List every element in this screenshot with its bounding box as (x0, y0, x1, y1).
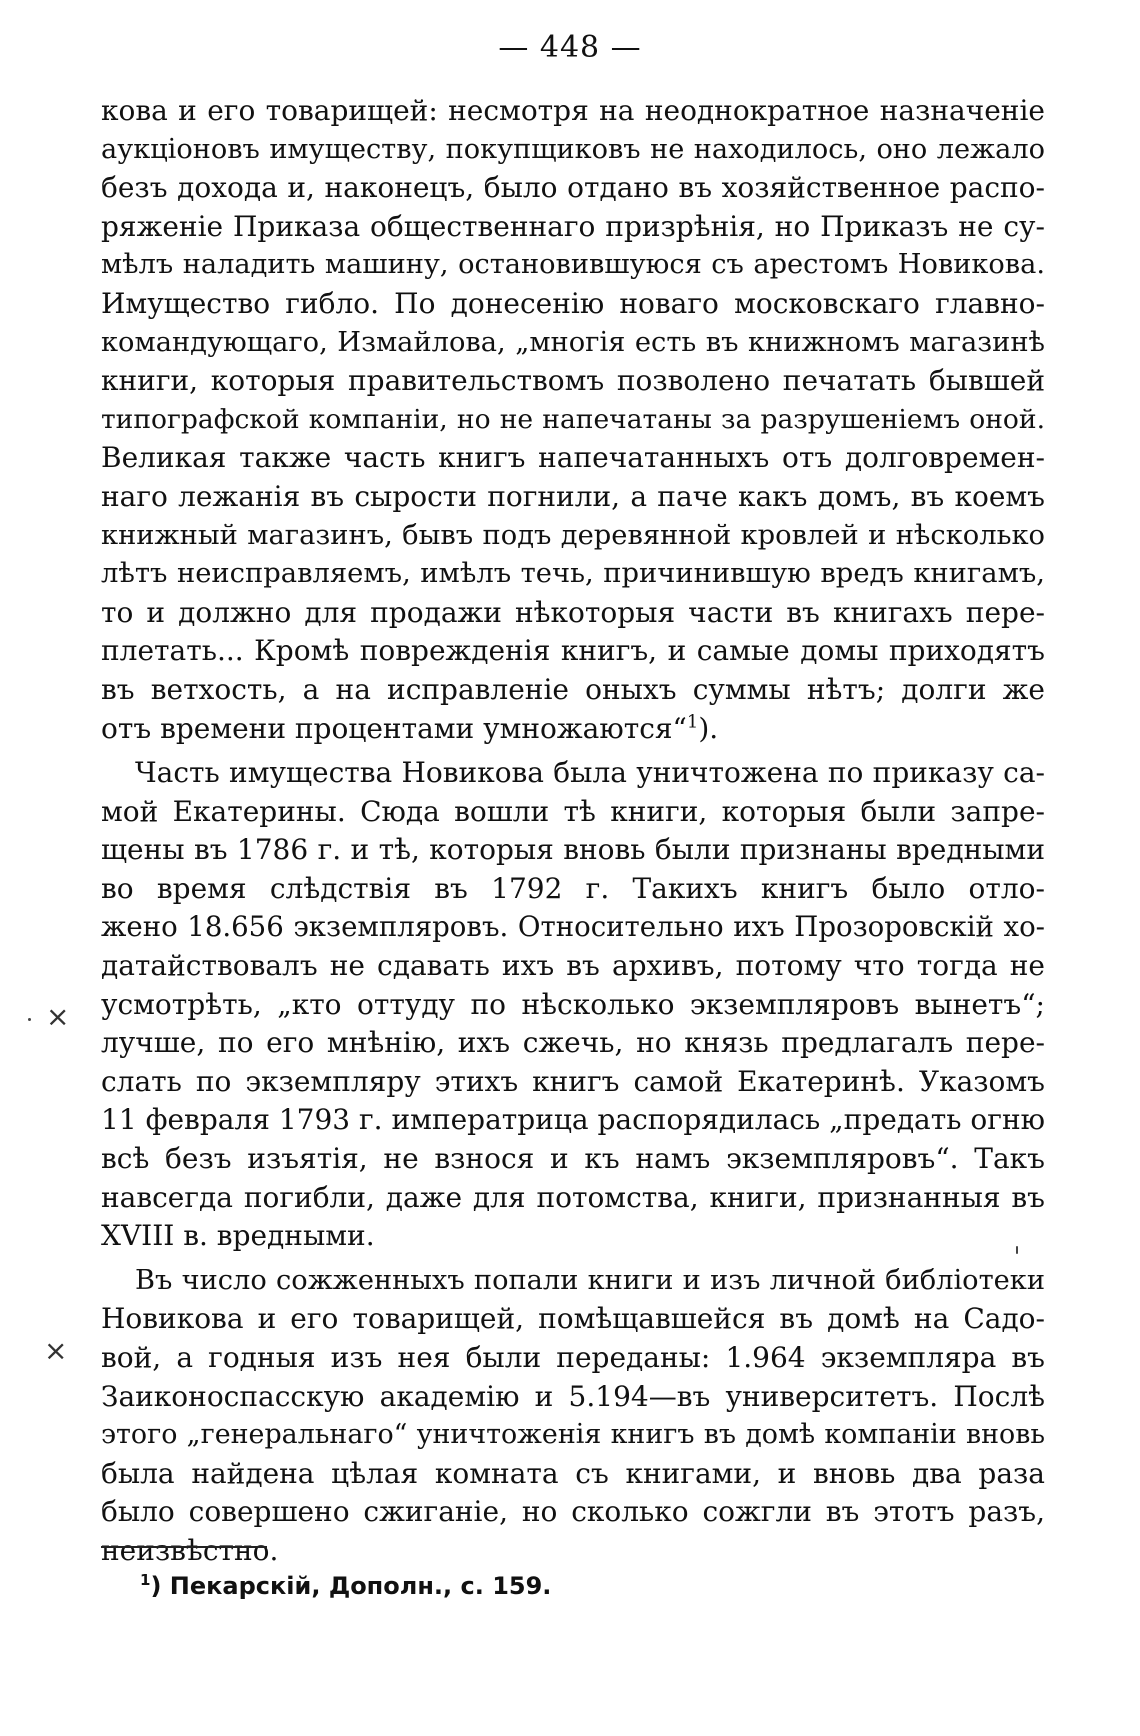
footnote-reference: 1 (686, 711, 699, 733)
text-line-content: типографской компаніи, но не напечатаны за разрушеніемъ оной. (101, 403, 1045, 435)
footnote-rule (101, 1546, 267, 1548)
footnote-text: ) Пекарскій, Дополн., с. 159. (150, 1572, 552, 1600)
text-line (101, 1416, 1045, 1455)
text-line-content: плетать... Кромѣ поврежденія книгъ, и самые домы приходятъ (101, 634, 1045, 668)
text-line (101, 1493, 1045, 1532)
text-line-content: жено 18.656 экземпляровъ. Относительно ихъ Прозоровскій хо- (101, 910, 1045, 944)
text-line (101, 793, 1045, 832)
text-line (101, 208, 1045, 247)
text-line-content: 11 февраля 1793 г. императрица распорядилась „предать огню (101, 1103, 1045, 1137)
text-line-content: Имущество гибло. По донесенію новаго московскаго главно- (101, 286, 1045, 320)
text-line-content: этого „генеральнаго“ уничтоженія книгъ въ домѣ компаніи вновь (101, 1419, 1045, 1451)
text-line (101, 517, 1045, 556)
text-line (101, 1140, 1045, 1179)
text-line (101, 1300, 1045, 1339)
text-line-content: датайствовалъ не сдавать ихъ въ архивъ, потому что тогда не (101, 949, 1045, 983)
text-line (101, 908, 1045, 947)
margin-mark-lower: × (44, 1334, 68, 1367)
text-line-content: кова и его товарищей: несмотря на неоднократное назначеніе (101, 94, 1045, 127)
text-line (101, 1063, 1045, 1102)
text-line (101, 246, 1045, 285)
text-line-content: мѣлъ наладить машину, остановившуюся съ арестомъ Новикова. (101, 249, 1045, 281)
text-line (101, 1179, 1045, 1218)
text-line-content: неизвѣстно. (101, 1533, 279, 1567)
text-line (101, 439, 1045, 478)
text-line-content: XVIII в. вредными. (101, 1219, 375, 1253)
text-line-content: мой Екатерины. Сюда вошли тѣ книги, которыя были запре- (101, 794, 1045, 828)
text-line (101, 362, 1045, 401)
text-line (101, 754, 1045, 793)
page-number: — 448 — (498, 30, 642, 65)
text-line-content: усмотрѣть, „кто оттуду по нѣсколько экземпляровъ вынетъ“; (101, 987, 1045, 1021)
text-line (101, 710, 1045, 749)
text-line (101, 92, 1045, 131)
text-line (101, 1101, 1045, 1140)
text-line-content: отъ времени процентами умножаются“ (101, 711, 687, 745)
text-line-content: ряженіе Приказа общественнаго призрѣнія, но Приказъ не су- (101, 209, 1045, 243)
text-line-content: книжный магазинъ, бывъ подъ деревянной кровлей и нѣсколько (101, 519, 1045, 551)
text-line-content: щены въ 1786 г. и тѣ, которыя вновь были признаны вредными (101, 833, 1045, 867)
text-line (101, 1217, 1045, 1256)
text-line (101, 632, 1045, 671)
text-line-content: было совершено сжиганіе, но сколько сожгли въ этотъ разъ, (101, 1495, 1045, 1529)
body-text (101, 92, 1045, 1571)
text-line-content: Новикова и его товарищей, помѣщавшейся въ домѣ на Садо- (101, 1302, 1045, 1336)
text-line-content: Великая также часть книгъ напечатанныхъ отъ долговремен- (101, 441, 1045, 475)
text-line (101, 131, 1045, 170)
text-line-content: лѣтъ неисправляемъ, имѣлъ течь, причинившую вредъ книгамъ, (101, 558, 1045, 590)
footnote (140, 1572, 551, 1600)
text-line (101, 478, 1045, 517)
text-line-content: Часть имущества Новикова была уничтожена по приказу са- (135, 756, 1045, 790)
text-line (101, 1024, 1045, 1063)
text-line (101, 671, 1045, 710)
text-line (101, 169, 1045, 208)
text-line-content: аукціоновъ имуществу, покупщиковъ не находилось, оно лежало (101, 133, 1045, 165)
text-line (101, 870, 1045, 909)
text-line-content: наго лежанія въ сырости погнили, а паче какъ домъ, въ коемъ (101, 479, 1045, 513)
text-line-content: вой, а годныя изъ нея были переданы: 1.964 экземпляра въ (101, 1341, 1045, 1374)
text-line (101, 1339, 1045, 1378)
text-line (101, 1455, 1045, 1494)
text-line-content: въ ветхость, а на исправленіе оныхъ суммы нѣтъ; долги же (101, 672, 1045, 706)
text-line-content: во время слѣдствія въ 1792 г. Такихъ книгъ было отло- (101, 871, 1045, 905)
text-line-content: Заиконоспасскую академію и 5.194—въ университетъ. Послѣ (101, 1379, 1045, 1413)
text-line (101, 947, 1045, 986)
text-line-content: навсегда погибли, даже для потомства, книги, признанныя въ (101, 1180, 1045, 1214)
text-line (101, 555, 1045, 594)
text-line (101, 831, 1045, 870)
text-line-content: была найдена цѣлая комната съ книгами, и вновь два раза (101, 1456, 1045, 1490)
text-line (101, 594, 1045, 633)
text-line (101, 285, 1045, 324)
text-line-content: лучше, по его мнѣнію, ихъ сжечь, но князь предлагалъ пере- (101, 1026, 1045, 1060)
text-line-content: командующаго, Измайлова, „многія есть въ книжномъ магазинѣ (101, 326, 1045, 358)
footnote-marker: 1 (140, 1571, 151, 1589)
ink-speck (28, 1018, 31, 1021)
text-line-content: безъ дохода и, наконецъ, было отдано въ хозяйственное распо- (101, 171, 1045, 205)
ink-speck (1016, 1246, 1018, 1254)
text-line (101, 401, 1045, 440)
text-line-tail: ). (698, 711, 719, 745)
text-line (101, 1262, 1045, 1301)
text-line-content: всѣ безъ изъятія, не взнося и къ намъ экземпляровъ“. Такъ (101, 1142, 1045, 1176)
text-line-content: слать по экземпляру этихъ книгъ самой Екатеринѣ. Указомъ (101, 1064, 1045, 1098)
text-line (101, 986, 1045, 1025)
text-line (101, 324, 1045, 363)
text-line-content: Въ число сожженныхъ попали книги и изъ личной библіотеки (135, 1264, 1045, 1296)
text-line-content: то и должно для продажи нѣкоторыя части въ книгахъ пере- (101, 595, 1045, 629)
text-line (101, 1532, 1045, 1571)
margin-mark-upper: × (46, 1000, 70, 1033)
text-line-content: книги, которыя правительствомъ позволено печатать бывшей (101, 364, 1045, 398)
text-line (101, 1378, 1045, 1417)
